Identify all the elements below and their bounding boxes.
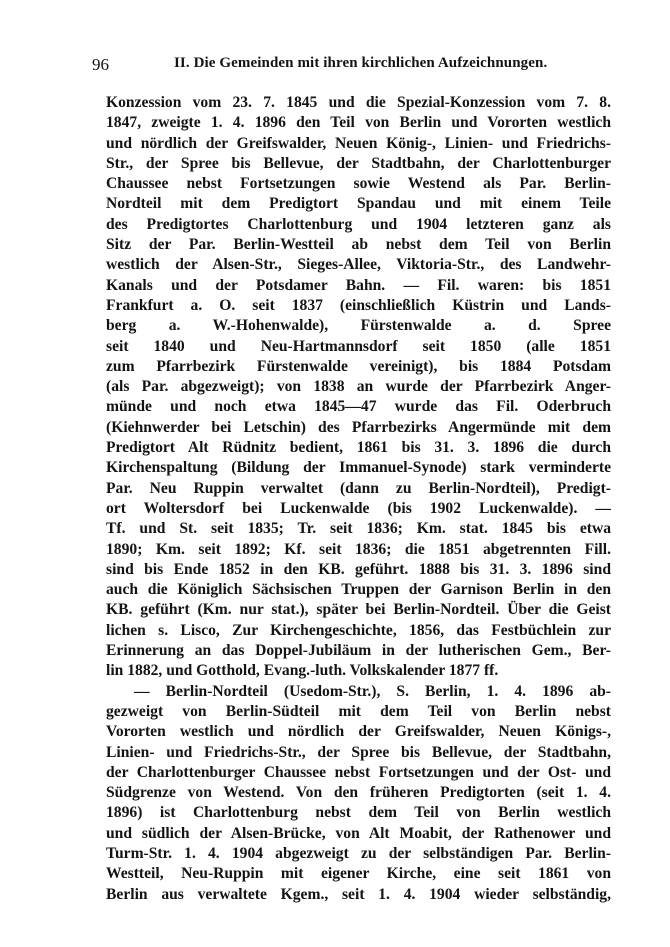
page-body-text (106, 93, 611, 905)
text-line: Tf. und St. seit 1835; Tr. seit 1836; Km. stat. 1845 bis etwa (106, 520, 611, 538)
text-line: lichen s. Lisco, Zur Kirchengeschichte, 1856, das Festbüchlein zur (106, 621, 611, 639)
text-line: Berlin aus verwaltete Kgem., seit 1. 4. 1904 wieder selbständig, (106, 885, 611, 903)
page-number: 96 (92, 55, 109, 74)
text-line: KB. geführt (Km. nur stat.), später bei Berlin-Nordteil. Über die Geist (106, 601, 611, 619)
text-line: 1890; Km. seit 1892; Kf. seit 1836; die 1851 abgetrennten Fill. (106, 540, 611, 558)
text-line: münde und noch etwa 1845—47 wurde das Fil. Oderbruch (106, 398, 611, 416)
text-line: Konzession vom 23. 7. 1845 und die Spezial-Konzession vom 7. 8. (106, 94, 611, 111)
text-line: Nordteil mit dem Predigtort Spandau und mit einem Teile (106, 195, 611, 213)
text-line: Frankfurt a. O. seit 1837 (einschließlich Küstrin und Lands- (106, 296, 611, 314)
text-line: Westteil, Neu-Ruppin mit eigener Kirche, eine seit 1861 von (106, 865, 611, 883)
text-line: Chaussee nebst Fortsetzungen sowie Westend als Par. Berlin- (106, 175, 611, 193)
text-line: zum Pfarrbezirk Fürstenwalde vereinigt), bis 1884 Potsdam (106, 357, 611, 375)
text-line: — Berlin-Nordteil (Usedom-Str.), S. Berlin, 1. 4. 1896 ab- (134, 682, 611, 700)
text-line: ort Woltersdorf bei Luckenwalde (bis 1902 Luckenwalde). — (106, 499, 611, 517)
text-line: Turm-Str. 1. 4. 1904 abgezweigt zu der selbständigen Par. Berlin- (106, 844, 611, 862)
running-header (92, 55, 610, 77)
text-line: Vororten westlich und nördlich der Greifswalder, Neuen Königs-, (106, 723, 611, 741)
text-line: Predigtort Alt Rüdnitz bedient, 1861 bis 31. 3. 1896 die durch (106, 439, 611, 457)
text-line: Sitz der Par. Berlin-Westteil ab nebst dem Teil von Berlin (106, 236, 611, 254)
text-line: westlich der Alsen-Str., Sieges-Allee, Viktoria-Str., des Landwehr- (106, 256, 611, 274)
running-title: II. Die Gemeinden mit ihren kirchlichen Aufzeichnungen. (174, 55, 548, 71)
text-line: 1896) ist Charlottenburg nebst dem Teil von Berlin westlich (106, 804, 611, 822)
text-line: Kanals und der Potsdamer Bahn. — Fil. waren: bis 1851 (106, 276, 611, 294)
text-line: Kirchenspaltung (Bildung der Immanuel-Synode) stark verminderte (106, 459, 611, 477)
text-line: (als Par. abgezweigt); von 1838 an wurde der Pfarrbezirk Anger- (106, 378, 611, 396)
text-line: gezweigt von Berlin-Südteil mit dem Teil von Berlin nebst (106, 702, 611, 720)
text-line: 1847, zweigte 1. 4. 1896 den Teil von Berlin und Vororten westlich (106, 114, 611, 132)
text-line: Linien- und Friedrichs-Str., der Spree bis Bellevue, der Stadtbahn, (106, 743, 611, 761)
text-line: des Predigtortes Charlottenburg und 1904 letzteren ganz als (106, 215, 611, 233)
text-line: Str., der Spree bis Bellevue, der Stadtbahn, der Charlottenburger (106, 154, 611, 172)
text-line: Südgrenze von Westend. Von den früheren Predigtorten (seit 1. 4. (106, 784, 611, 802)
text-line: seit 1840 und Neu-Hartmannsdorf seit 1850 (alle 1851 (106, 337, 611, 355)
text-line: und südlich der Alsen-Brücke, von Alt Moabit, der Rathenower und (106, 824, 611, 842)
text-line: der Charlottenburger Chaussee nebst Fortsetzungen und der Ost- und (106, 763, 611, 781)
text-line: Erinnerung an das Doppel-Jubiläum in der lutherischen Gem., Ber- (106, 642, 611, 660)
text-line: Par. Neu Ruppin verwaltet (dann zu Berlin-Nordteil), Predigt- (106, 479, 611, 497)
text-line: lin 1882, und Gotthold, Evang.-luth. Volkskalender 1877 ff. (106, 662, 499, 680)
text-line: auch die Königlich Sächsischen Truppen der Garnison Berlin in den (106, 581, 611, 599)
text-line: sind bis Ende 1852 in den KB. geführt. 1888 bis 31. 3. 1896 sind (106, 560, 611, 578)
text-line: und nördlich der Greifswalder, Neuen König-, Linien- und Friedrichs- (106, 134, 611, 152)
text-line: (Kiehnwerder bei Letschin) des Pfarrbezirks Angermünde mit dem (106, 418, 611, 436)
text-line: berg a. W.-Hohenwalde), Fürstenwalde a. d. Spree (106, 317, 611, 335)
